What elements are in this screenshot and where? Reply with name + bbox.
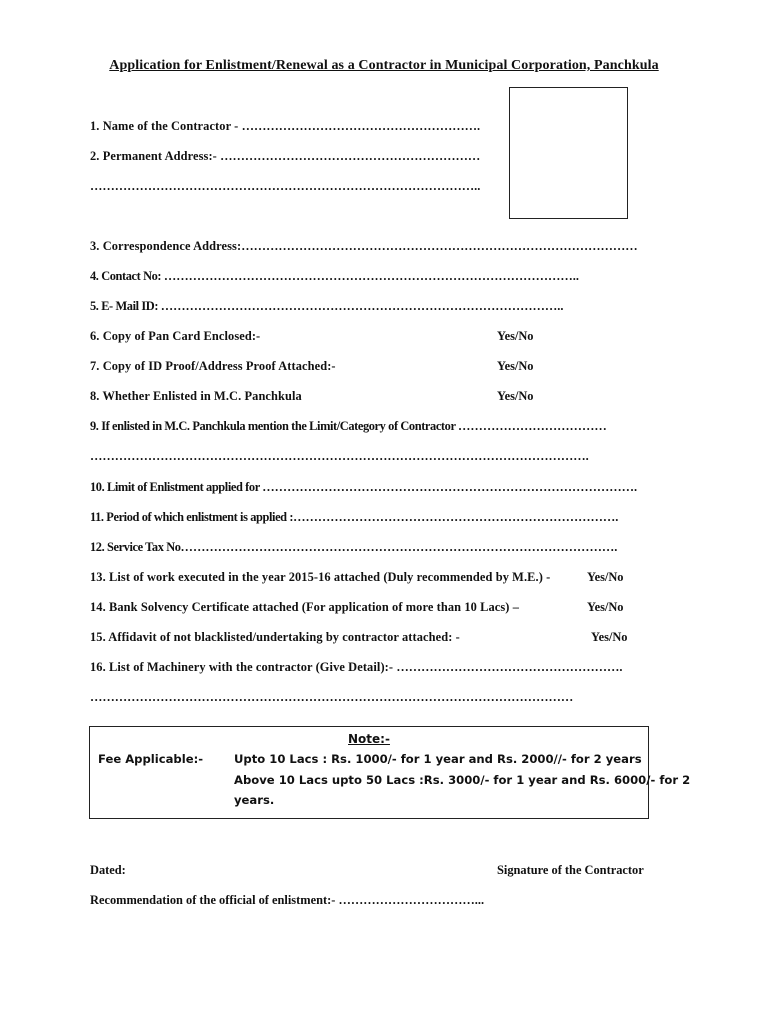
yes-no-option-enlisted[interactable]: Yes/No bbox=[497, 389, 534, 403]
field-contractor-name[interactable] bbox=[90, 119, 480, 134]
fee-line: Above 10 Lacs upto 50 Lacs :Rs. 3000/- for 1 year and Rs. 6000/- for 2 bbox=[234, 773, 691, 787]
field-dots: ……………………………………………………………………. bbox=[293, 510, 619, 524]
field-label: 4. Contact No: bbox=[90, 269, 164, 283]
fee-line: Upto 10 Lacs : Rs. 1000/- for 1 year and Rs. 2000//- for 2 years bbox=[234, 752, 642, 766]
field-limit-category-continued[interactable] bbox=[90, 449, 589, 464]
recommendation-field[interactable] bbox=[90, 893, 484, 908]
field-label: 15. Affidavit of not blacklisted/undertaking by contractor attached: - bbox=[90, 630, 460, 644]
field-bank-solvency bbox=[90, 600, 519, 615]
field-dots: …………………………………………………………………………………….. bbox=[160, 299, 564, 313]
field-service-tax[interactable] bbox=[90, 540, 617, 555]
yes-no-option-id-proof[interactable]: Yes/No bbox=[497, 359, 534, 373]
field-label: 3. Correspondence Address: bbox=[90, 239, 242, 253]
field-dots: ………………………………………………. bbox=[396, 660, 623, 674]
yes-no-option-bank-solvency[interactable]: Yes/No bbox=[587, 600, 624, 614]
field-label: 11. Period of which enlistment is applied : bbox=[90, 510, 294, 524]
field-label: 13. List of work executed in the year 2015-16 attached (Duly recommended by M.E.) - bbox=[90, 570, 551, 584]
field-label: 5. E- Mail ID: bbox=[90, 299, 161, 313]
recommendation-label: Recommendation of the official of enlistment:- bbox=[90, 893, 339, 907]
field-dots: ……………………………………………………………………………………………………… bbox=[90, 690, 574, 704]
field-work-executed bbox=[90, 570, 550, 585]
yes-no-option-pan-card[interactable]: Yes/No bbox=[497, 329, 534, 343]
field-dots: ……………………………………………………………………………………………. bbox=[180, 540, 618, 554]
signature-label: Signature of the Contractor bbox=[497, 863, 644, 877]
field-label: 9. If enlisted in M.C. Panchkula mention the Limit/Category of Contractor bbox=[90, 419, 459, 433]
field-enlisted-mc bbox=[90, 389, 302, 404]
field-id-proof bbox=[90, 359, 336, 374]
field-limit-applied[interactable] bbox=[90, 480, 637, 495]
field-label: 10. Limit of Enlistment applied for bbox=[90, 480, 263, 494]
field-dots: ……………………………… bbox=[458, 419, 607, 433]
field-limit-category[interactable] bbox=[90, 419, 607, 434]
field-period-applied[interactable] bbox=[90, 510, 618, 525]
field-label: 6. Copy of Pan Card Enclosed:- bbox=[90, 329, 261, 343]
field-machinery-continued[interactable] bbox=[90, 690, 573, 705]
field-label: 8. Whether Enlisted in M.C. Panchkula bbox=[90, 389, 302, 403]
field-label: 12. Service Tax No bbox=[90, 540, 181, 554]
field-label: 7. Copy of ID Proof/Address Proof Attached:- bbox=[90, 359, 336, 373]
field-dots: …………………………………………………………………………………………………………. bbox=[90, 449, 589, 463]
field-machinery[interactable] bbox=[90, 660, 622, 675]
field-contact-no[interactable] bbox=[90, 269, 579, 284]
fee-applicable-label: Fee Applicable:- bbox=[98, 752, 204, 766]
yes-no-option-affidavit[interactable]: Yes/No bbox=[591, 630, 628, 644]
note-title: Note:- bbox=[348, 732, 390, 746]
field-affidavit bbox=[90, 630, 460, 645]
field-dots: …………………………………………………………………………………… bbox=[241, 239, 638, 253]
field-label: 16. List of Machinery with the contractor (Give Detail):- bbox=[90, 660, 397, 674]
fee-note-box bbox=[89, 726, 691, 819]
field-permanent-address[interactable] bbox=[90, 149, 480, 164]
field-pan-card bbox=[90, 329, 260, 344]
photo-box bbox=[509, 87, 628, 219]
fee-line: years. bbox=[234, 793, 275, 807]
dated-label: Dated: bbox=[90, 863, 126, 877]
field-label: 1. Name of the Contractor - bbox=[90, 119, 242, 133]
field-dots: ………………………………………………………………………………. bbox=[262, 480, 638, 494]
yes-no-option-work-executed[interactable]: Yes/No bbox=[587, 570, 624, 584]
field-dots: ……………………………………………………………………………………….. bbox=[163, 269, 579, 283]
field-permanent-address-continued[interactable] bbox=[90, 179, 480, 194]
field-label: 2. Permanent Address:- bbox=[90, 149, 221, 163]
field-dots: ………………………………………………………………………………….. bbox=[90, 179, 481, 193]
field-label: 14. Bank Solvency Certificate attached (For application of more than 10 Lacs) – bbox=[90, 600, 520, 614]
page-title: Application for Enlistment/Renewal as a Contractor in Municipal Corporation, Panchkula bbox=[109, 58, 659, 73]
field-correspondence-address[interactable] bbox=[90, 239, 638, 254]
field-email-id[interactable] bbox=[90, 299, 563, 314]
recommendation-dots: ……………………………... bbox=[338, 893, 485, 907]
field-dots: …………………………………………………. bbox=[241, 119, 481, 133]
field-dots: ……………………………………………………… bbox=[220, 149, 481, 163]
